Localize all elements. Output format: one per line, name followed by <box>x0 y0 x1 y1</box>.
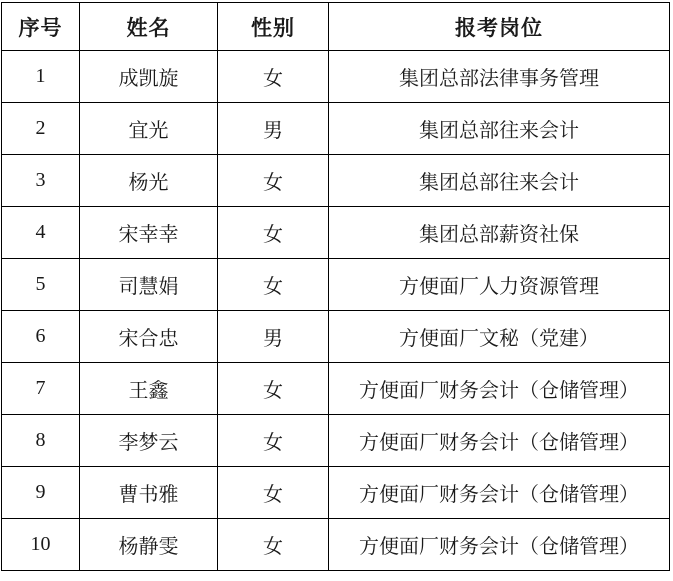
header-name: 姓名 <box>80 3 218 51</box>
gender-cell: 女 <box>218 207 329 259</box>
position-cell: 集团总部往来会计 <box>329 103 670 155</box>
gender-cell: 女 <box>218 155 329 207</box>
serial-number-cell: 4 <box>2 207 80 259</box>
applicants-table <box>1 2 670 571</box>
header-serial-number: 序号 <box>2 3 80 51</box>
gender-cell: 男 <box>218 103 329 155</box>
position-cell: 方便面厂财务会计（仓储管理） <box>329 519 670 571</box>
serial-number-cell: 10 <box>2 519 80 571</box>
position-cell: 方便面厂财务会计（仓储管理） <box>329 363 670 415</box>
gender-cell: 女 <box>218 51 329 103</box>
table-row <box>2 311 670 363</box>
gender-cell: 女 <box>218 519 329 571</box>
gender-cell: 女 <box>218 415 329 467</box>
table-row <box>2 51 670 103</box>
header-position: 报考岗位 <box>329 3 670 51</box>
name-cell: 宋合忠 <box>80 311 218 363</box>
serial-number-cell: 1 <box>2 51 80 103</box>
table-row <box>2 467 670 519</box>
gender-cell: 女 <box>218 259 329 311</box>
position-cell: 集团总部法律事务管理 <box>329 51 670 103</box>
gender-cell: 女 <box>218 363 329 415</box>
serial-number-cell: 7 <box>2 363 80 415</box>
name-cell: 宜光 <box>80 103 218 155</box>
table-row <box>2 519 670 571</box>
name-cell: 王鑫 <box>80 363 218 415</box>
position-cell: 集团总部薪资社保 <box>329 207 670 259</box>
position-cell: 方便面厂财务会计（仓储管理） <box>329 415 670 467</box>
name-cell: 司慧娟 <box>80 259 218 311</box>
serial-number-cell: 9 <box>2 467 80 519</box>
gender-cell: 男 <box>218 311 329 363</box>
serial-number-cell: 6 <box>2 311 80 363</box>
position-cell: 集团总部往来会计 <box>329 155 670 207</box>
serial-number-cell: 5 <box>2 259 80 311</box>
name-cell: 曹书雅 <box>80 467 218 519</box>
serial-number-cell: 8 <box>2 415 80 467</box>
header-row <box>2 3 670 51</box>
header-gender: 性别 <box>218 3 329 51</box>
table-row <box>2 155 670 207</box>
serial-number-cell: 3 <box>2 155 80 207</box>
table-row <box>2 207 670 259</box>
name-cell: 杨静雯 <box>80 519 218 571</box>
gender-cell: 女 <box>218 467 329 519</box>
table-row <box>2 363 670 415</box>
serial-number-cell: 2 <box>2 103 80 155</box>
position-cell: 方便面厂人力资源管理 <box>329 259 670 311</box>
name-cell: 宋幸幸 <box>80 207 218 259</box>
table-row <box>2 415 670 467</box>
name-cell: 成凯旋 <box>80 51 218 103</box>
table-row <box>2 259 670 311</box>
position-cell: 方便面厂文秘（党建） <box>329 311 670 363</box>
position-cell: 方便面厂财务会计（仓储管理） <box>329 467 670 519</box>
table-row <box>2 103 670 155</box>
name-cell: 李梦云 <box>80 415 218 467</box>
name-cell: 杨光 <box>80 155 218 207</box>
